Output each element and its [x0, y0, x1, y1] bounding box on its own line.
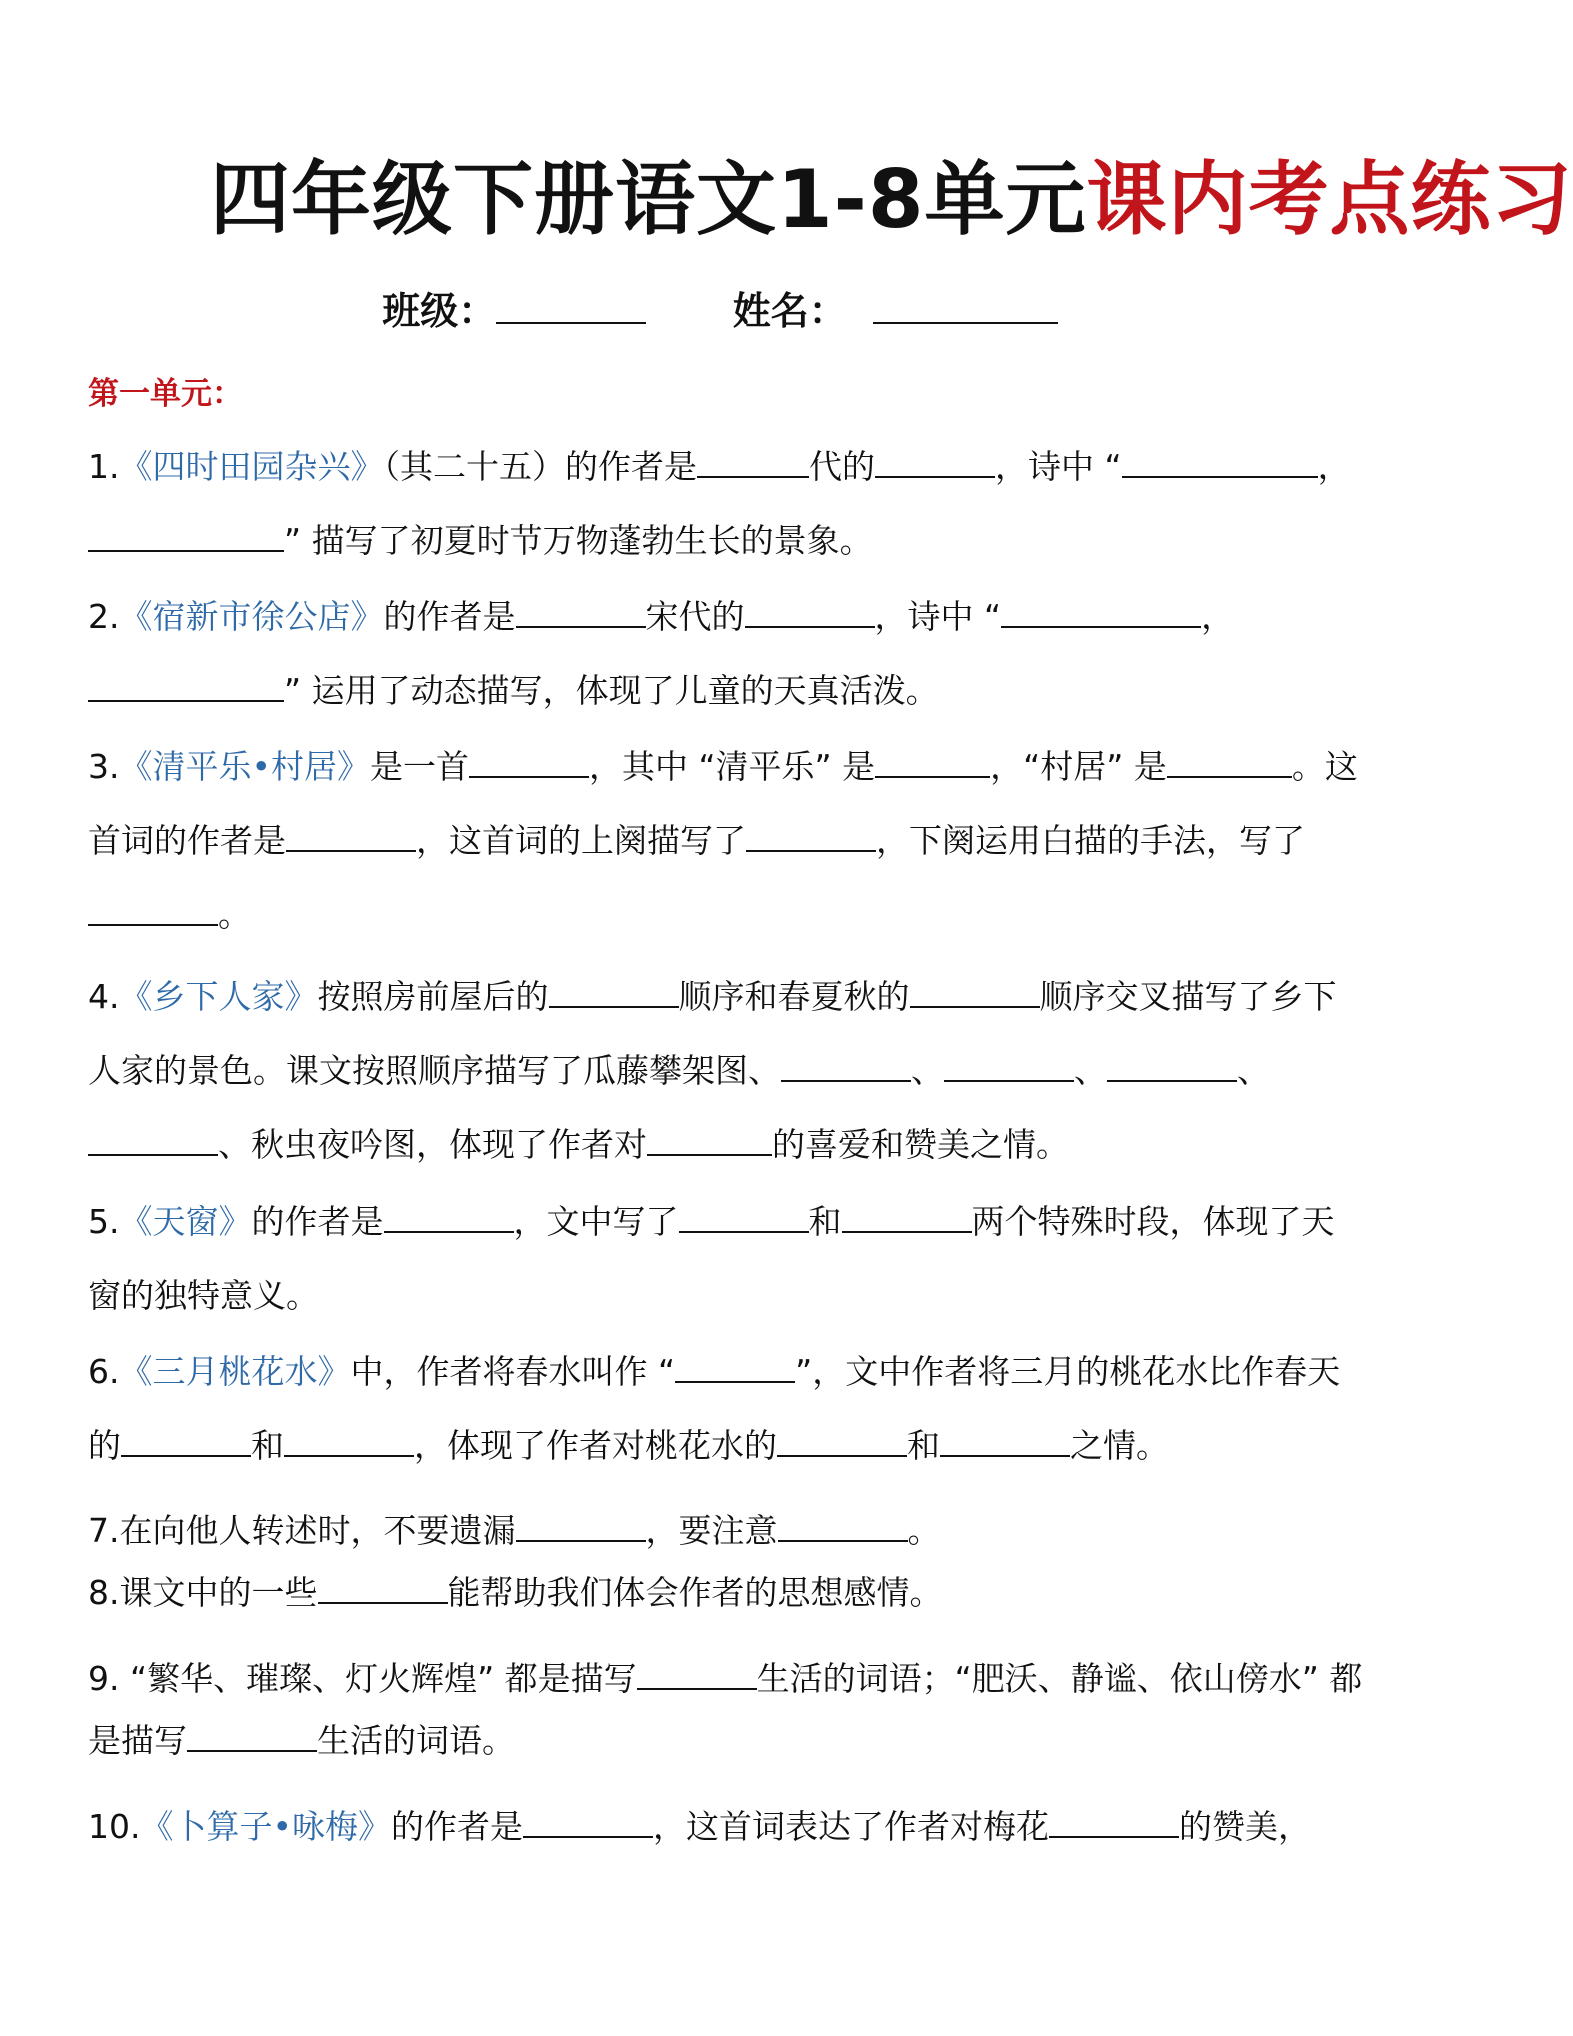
- answer-blank[interactable]: [88, 1118, 218, 1156]
- class-blank[interactable]: [496, 288, 646, 324]
- answer-blank[interactable]: [777, 1419, 907, 1457]
- book-title: 《天窗》: [119, 1202, 252, 1241]
- unit-heading: 第一单元：: [88, 376, 243, 412]
- answer-blank[interactable]: [1107, 1044, 1237, 1082]
- question-6: 6.《三月桃花水》中，作者将春水叫作 “ ”，文中作者将三月的桃花水比作春天的 和 ，体现了作者对桃花水的 和 之情。: [88, 1335, 1363, 1483]
- answer-blank[interactable]: [516, 1504, 646, 1542]
- title-highlight: 课内考点练习: [1086, 153, 1573, 246]
- answer-blank[interactable]: [842, 1195, 972, 1233]
- question-3: 3.《清平乐•村居》是一首 ，其中 “清平乐” 是 ，“村居” 是 。这首词的作者是 ，这首词的上阕描写了 ，下阕运用白描的手法，写了。: [88, 730, 1363, 952]
- book-title: 《四时田园杂兴》: [119, 447, 384, 486]
- answer-blank[interactable]: [516, 590, 646, 628]
- answer-blank[interactable]: [1122, 440, 1318, 478]
- answer-blank[interactable]: [875, 740, 990, 778]
- student-info: [0, 280, 1440, 335]
- answer-blank[interactable]: [778, 1504, 908, 1542]
- answer-blank[interactable]: [88, 514, 284, 552]
- answer-blank[interactable]: [697, 440, 809, 478]
- question-4: 4.《乡下人家》按照房前屋后的 顺序和春夏秋的 顺序交叉描写了乡下人家的景色。课文按照顺序描写了瓜藤攀架图、 、 、 、、秋虫夜吟图，体现了作者对 的喜爱和赞美之情。: [88, 960, 1363, 1182]
- answer-blank[interactable]: [384, 1195, 514, 1233]
- answer-blank[interactable]: [88, 664, 284, 702]
- title-main: 四年级下册语文1-8单元: [210, 153, 1087, 246]
- answer-blank[interactable]: [1167, 740, 1292, 778]
- question-5: 5.《天窗》的作者是 ，文中写了 和 两个特殊时段，体现了天窗的独特意义。: [88, 1185, 1363, 1333]
- answer-blank[interactable]: [549, 970, 679, 1008]
- question-7: 7.在向他人转述时，不要遗漏 ，要注意 。: [88, 1500, 1363, 1562]
- name-label: 姓名：: [732, 289, 847, 333]
- answer-blank[interactable]: [88, 888, 218, 926]
- name-blank[interactable]: [873, 288, 1058, 324]
- answer-blank[interactable]: [121, 1419, 251, 1457]
- answer-blank[interactable]: [781, 1044, 911, 1082]
- book-title: 《乡下人家》: [119, 977, 318, 1016]
- answer-blank[interactable]: [940, 1419, 1070, 1457]
- answer-blank[interactable]: [284, 1419, 414, 1457]
- answer-blank[interactable]: [1049, 1800, 1179, 1838]
- class-label: 班级：: [382, 289, 497, 333]
- question-8: 8.课文中的一些 能帮助我们体会作者的思想感情。: [88, 1562, 1363, 1624]
- answer-blank[interactable]: [675, 1345, 795, 1383]
- answer-blank[interactable]: [910, 970, 1040, 1008]
- book-title: 《宿新市徐公店》: [119, 597, 384, 636]
- answer-blank[interactable]: [187, 1714, 317, 1752]
- book-title: 《三月桃花水》: [119, 1352, 351, 1391]
- answer-blank[interactable]: [746, 814, 876, 852]
- answer-blank[interactable]: [523, 1800, 653, 1838]
- answer-blank[interactable]: [469, 740, 589, 778]
- answer-blank[interactable]: [318, 1566, 448, 1604]
- question-2: 2.《宿新市徐公店》的作者是 宋代的 ，诗中 “ ，” 运用了动态描写，体现了儿童的天真活泼。: [88, 580, 1363, 728]
- answer-blank[interactable]: [944, 1044, 1074, 1082]
- answer-blank[interactable]: [745, 590, 875, 628]
- answer-blank[interactable]: [647, 1118, 772, 1156]
- answer-blank[interactable]: [637, 1652, 757, 1690]
- question-9: 9. “繁华、璀璨、灯火辉煌” 都是描写 生活的词语；“肥沃、静谧、依山傍水” 都是描写 生活的词语。: [88, 1648, 1363, 1772]
- book-title: 《卜算子•咏梅》: [140, 1807, 391, 1846]
- book-title: 《清平乐•村居》: [119, 747, 370, 786]
- answer-blank[interactable]: [679, 1195, 809, 1233]
- answer-blank[interactable]: [286, 814, 416, 852]
- page-title: [210, 135, 1573, 250]
- answer-blank[interactable]: [1001, 590, 1201, 628]
- question-1: 1.《四时田园杂兴》（其二十五）的作者是 代的 ，诗中 “ ，” 描写了初夏时节万物蓬勃生长的景象。: [88, 430, 1363, 578]
- question-10: 10.《卜算子•咏梅》的作者是 ，这首词表达了作者对梅花 的赞美，: [88, 1790, 1363, 1864]
- answer-blank[interactable]: [875, 440, 995, 478]
